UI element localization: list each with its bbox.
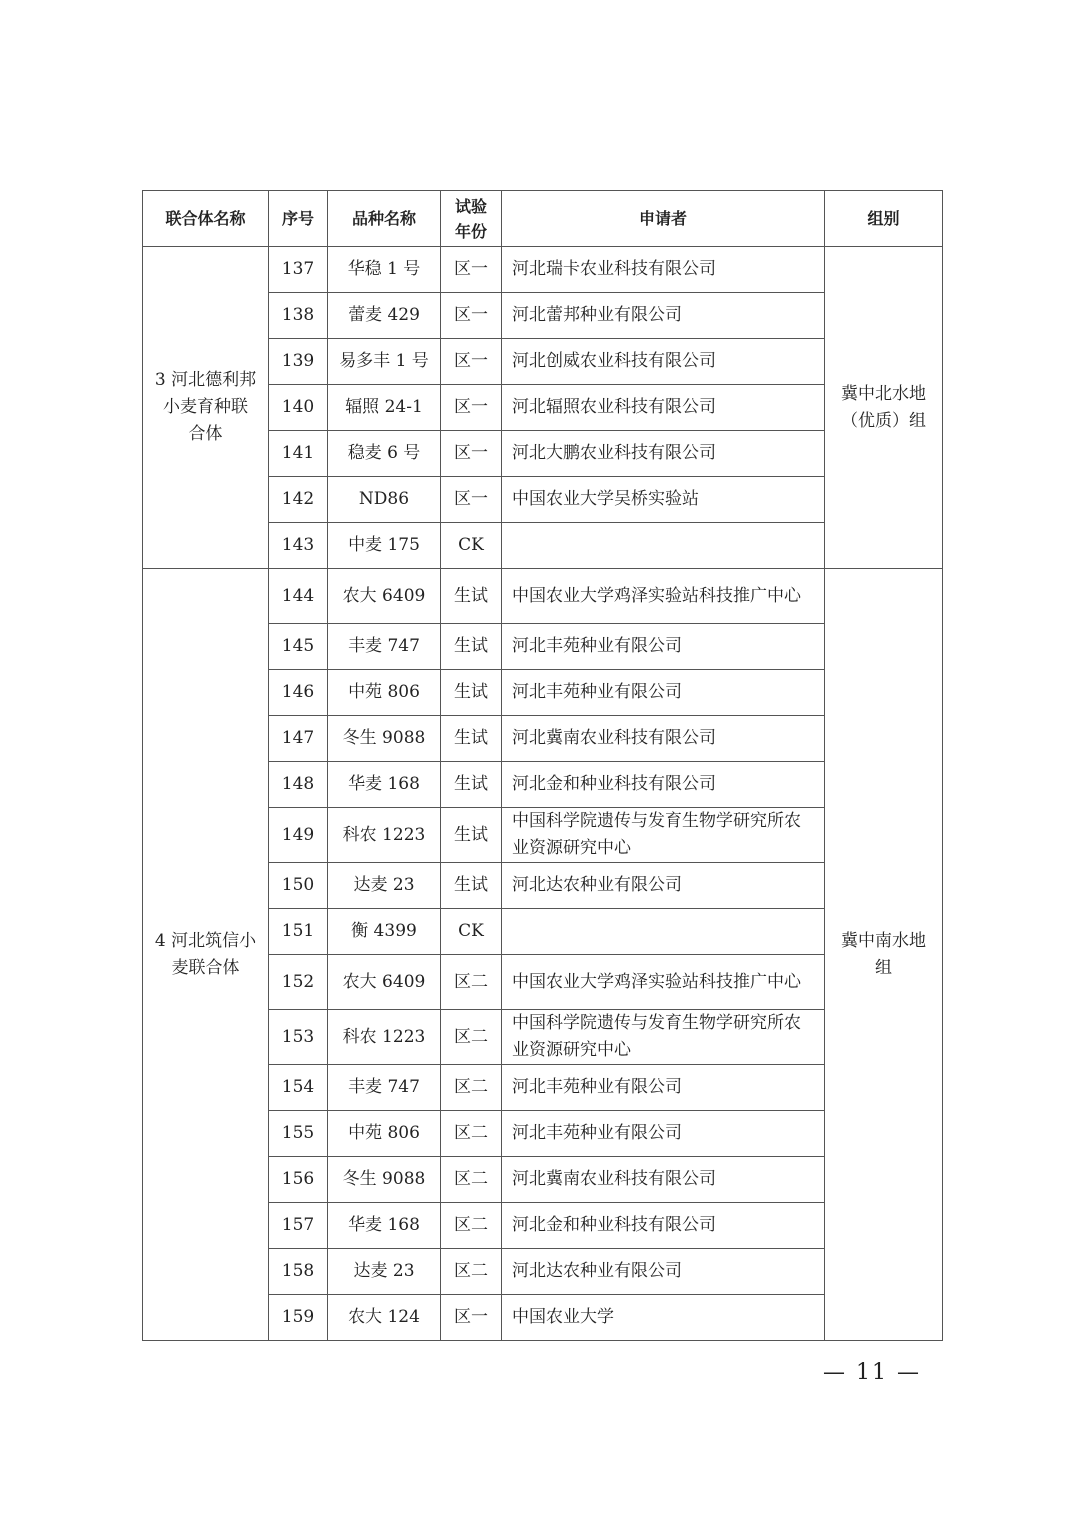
consortium-line: 麦联合体 xyxy=(171,957,240,978)
row-number: 138 xyxy=(269,293,328,339)
applicant: 河北丰苑种业有限公司 xyxy=(502,670,825,716)
category-line: 冀中南水地 xyxy=(841,930,926,951)
table-row xyxy=(143,569,943,624)
variety-name: 中苑 806 xyxy=(328,1111,441,1157)
row-number: 139 xyxy=(269,339,328,385)
trial-year: 区二 xyxy=(441,1157,502,1203)
applicant: 河北丰苑种业有限公司 xyxy=(502,1111,825,1157)
consortium-cell xyxy=(143,247,269,569)
variety-name: 达麦 23 xyxy=(328,863,441,909)
trial-year: 区一 xyxy=(441,1295,502,1341)
applicant: 河北创威农业科技有限公司 xyxy=(502,339,825,385)
variety-name: 农大 124 xyxy=(328,1295,441,1341)
row-number: 157 xyxy=(269,1203,328,1249)
variety-name: 衡 4399 xyxy=(328,909,441,955)
row-number: 158 xyxy=(269,1249,328,1295)
applicant: 中国农业大学吴桥实验站 xyxy=(502,477,825,523)
trial-year: 区二 xyxy=(441,955,502,1010)
header-trial-year-line1: 试验 xyxy=(454,196,487,216)
applicant xyxy=(502,909,825,955)
applicant xyxy=(502,523,825,569)
consortium-cell xyxy=(143,569,269,1341)
applicant: 河北大鹏农业科技有限公司 xyxy=(502,431,825,477)
trial-year: 区一 xyxy=(441,385,502,431)
applicant: 中国农业大学 xyxy=(502,1295,825,1341)
applicant: 河北冀南农业科技有限公司 xyxy=(502,1157,825,1203)
trial-year: 区一 xyxy=(441,293,502,339)
consortium-line: 合体 xyxy=(188,424,223,444)
row-number: 156 xyxy=(269,1157,328,1203)
variety-name: 易多丰 1 号 xyxy=(328,339,441,385)
trial-year: 区一 xyxy=(441,339,502,385)
trial-year: 生试 xyxy=(441,670,502,716)
variety-name: 科农 1223 xyxy=(328,1010,441,1065)
trial-year: 区二 xyxy=(441,1010,502,1065)
trial-year: 生试 xyxy=(441,762,502,808)
category-cell xyxy=(825,569,943,1341)
header-consortium: 联合体名称 xyxy=(143,191,269,247)
row-number: 150 xyxy=(269,863,328,909)
trial-year: 生试 xyxy=(441,863,502,909)
variety-name: 达麦 23 xyxy=(328,1249,441,1295)
table-header-row xyxy=(143,191,943,247)
variety-name: 丰麦 747 xyxy=(328,624,441,670)
applicant: 中国科学院遗传与发育生物学研究所农业资源研究中心 xyxy=(502,1010,825,1065)
row-number: 148 xyxy=(269,762,328,808)
row-number: 137 xyxy=(269,247,328,293)
variety-name: 华麦 168 xyxy=(328,1203,441,1249)
trial-year: 生试 xyxy=(441,569,502,624)
header-variety: 品种名称 xyxy=(328,191,441,247)
row-number: 154 xyxy=(269,1065,328,1111)
variety-name: 丰麦 747 xyxy=(328,1065,441,1111)
row-number: 151 xyxy=(269,909,328,955)
category-cell xyxy=(825,247,943,569)
applicant: 河北冀南农业科技有限公司 xyxy=(502,716,825,762)
trial-year: 生试 xyxy=(441,624,502,670)
row-number: 144 xyxy=(269,569,328,624)
applicant: 河北蕾邦种业有限公司 xyxy=(502,293,825,339)
row-number: 155 xyxy=(269,1111,328,1157)
trial-year: 区一 xyxy=(441,477,502,523)
trial-year: 区二 xyxy=(441,1111,502,1157)
row-number: 146 xyxy=(269,670,328,716)
trial-year: 区二 xyxy=(441,1203,502,1249)
trial-year: 区二 xyxy=(441,1065,502,1111)
row-number: 140 xyxy=(269,385,328,431)
variety-name: 农大 6409 xyxy=(328,955,441,1010)
trial-year: CK xyxy=(441,909,502,955)
trial-year: 区二 xyxy=(441,1249,502,1295)
trial-year: 生试 xyxy=(441,716,502,762)
header-category: 组别 xyxy=(825,191,943,247)
trial-year: 区一 xyxy=(441,247,502,293)
variety-name: 辐照 24-1 xyxy=(328,385,441,431)
header-applicant: 申请者 xyxy=(502,191,825,247)
variety-name: ND86 xyxy=(328,477,441,523)
variety-name: 中麦 175 xyxy=(328,523,441,569)
applicant: 河北瑞卡农业科技有限公司 xyxy=(502,247,825,293)
variety-name: 稳麦 6 号 xyxy=(328,431,441,477)
applicant: 河北丰苑种业有限公司 xyxy=(502,1065,825,1111)
consortium-line: 小麦育种联 xyxy=(163,397,248,417)
row-number: 143 xyxy=(269,523,328,569)
trial-year: 区一 xyxy=(441,431,502,477)
category-line: 组 xyxy=(875,957,892,978)
variety-name: 中苑 806 xyxy=(328,670,441,716)
row-number: 147 xyxy=(269,716,328,762)
applicant: 中国农业大学鸡泽实验站科技推广中心 xyxy=(502,955,825,1010)
variety-name: 冬生 9088 xyxy=(328,1157,441,1203)
variety-name: 科农 1223 xyxy=(328,808,441,863)
variety-table xyxy=(142,190,943,1341)
row-number: 141 xyxy=(269,431,328,477)
category-line: （优质）组 xyxy=(841,410,926,431)
consortium-line: 4 河北筑信小 xyxy=(154,930,257,951)
applicant: 河北辐照农业科技有限公司 xyxy=(502,385,825,431)
category-line: 冀中北水地 xyxy=(841,383,926,404)
applicant: 河北丰苑种业有限公司 xyxy=(502,624,825,670)
table-row xyxy=(143,247,943,293)
trial-year: 生试 xyxy=(441,808,502,863)
applicant: 河北金和种业科技有限公司 xyxy=(502,1203,825,1249)
header-trial-year-line2: 年份 xyxy=(454,221,487,241)
consortium-line: 3 河北德利邦 xyxy=(154,370,257,390)
applicant: 河北达农种业有限公司 xyxy=(502,1249,825,1295)
variety-name: 蕾麦 429 xyxy=(328,293,441,339)
row-number: 145 xyxy=(269,624,328,670)
trial-year: CK xyxy=(441,523,502,569)
variety-name: 冬生 9088 xyxy=(328,716,441,762)
page-number: — 11 — xyxy=(823,1360,921,1385)
applicant: 中国农业大学鸡泽实验站科技推广中心 xyxy=(502,569,825,624)
applicant: 河北金和种业科技有限公司 xyxy=(502,762,825,808)
variety-name: 华麦 168 xyxy=(328,762,441,808)
header-trial-year xyxy=(441,191,502,247)
row-number: 159 xyxy=(269,1295,328,1341)
variety-name: 华稳 1 号 xyxy=(328,247,441,293)
row-number: 153 xyxy=(269,1010,328,1065)
row-number: 149 xyxy=(269,808,328,863)
row-number: 152 xyxy=(269,955,328,1010)
variety-name: 农大 6409 xyxy=(328,569,441,624)
applicant: 河北达农种业有限公司 xyxy=(502,863,825,909)
row-number: 142 xyxy=(269,477,328,523)
header-number: 序号 xyxy=(269,191,328,247)
applicant: 中国科学院遗传与发育生物学研究所农业资源研究中心 xyxy=(502,808,825,863)
